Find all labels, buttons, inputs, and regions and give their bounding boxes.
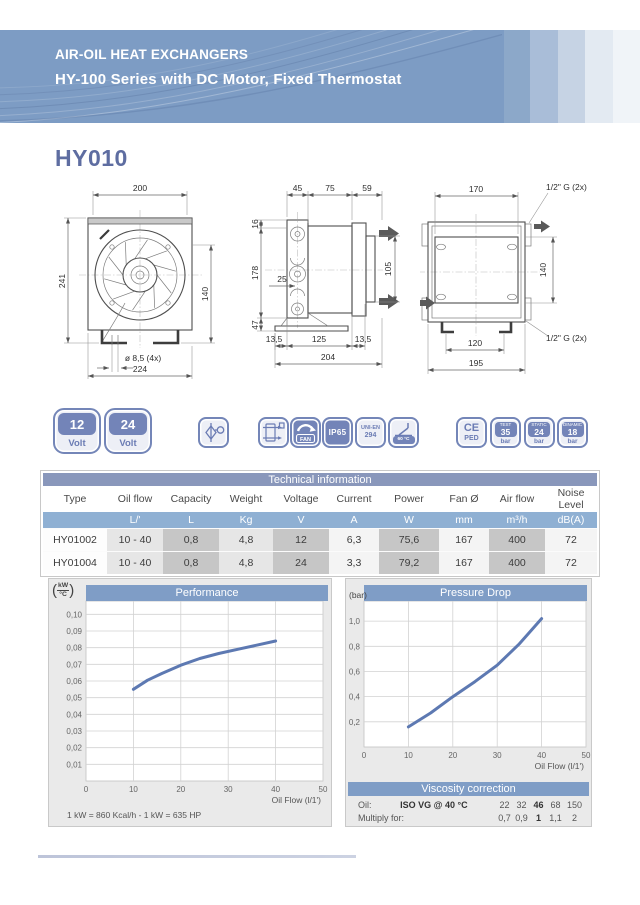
svg-text:50: 50 [318, 785, 328, 794]
dim-label: 75 [325, 183, 335, 193]
table-cell: 400 [489, 529, 545, 552]
badge-24-volt-unit: Volt [119, 438, 137, 449]
svg-text:1,0: 1,0 [348, 617, 360, 627]
badge-bypass-valve [198, 417, 229, 448]
dim-label: 13,5 [354, 334, 372, 344]
col-header: Voltage [273, 486, 329, 512]
dim-label: 125 [311, 334, 327, 344]
badge-thermostat-60c [388, 417, 419, 448]
dim-label: 47 [250, 320, 260, 330]
table-cell: 4,8 [219, 552, 273, 575]
y-unit-numerator: kW [58, 582, 69, 590]
svg-text:0,8: 0,8 [348, 642, 360, 652]
col-header: Fan Ø [439, 486, 489, 512]
svg-text:0,01: 0,01 [66, 760, 82, 770]
factor-values [496, 813, 585, 823]
svg-text:0: 0 [361, 751, 367, 760]
table-cell: HY01004 [43, 552, 107, 575]
y-unit-denominator: °C [59, 591, 67, 598]
svg-text:0,07: 0,07 [66, 660, 82, 670]
banner-background [0, 30, 504, 123]
col-header: Power [379, 486, 439, 512]
table-cell: 0,8 [163, 529, 219, 552]
factor: 0,9 [515, 813, 528, 823]
badge-static-unit: bar [533, 438, 545, 445]
dim-label: 170 [468, 184, 484, 194]
badge-dinamic-unit: bar [567, 438, 578, 445]
pressure-drop-chart [345, 578, 592, 827]
badge-static-line1: STATIC [531, 422, 547, 427]
grade: 22 [499, 800, 510, 810]
grade-values [496, 800, 585, 810]
svg-text:40: 40 [271, 785, 281, 794]
badge-test-line1: TEST [499, 422, 512, 427]
svg-text:10: 10 [403, 751, 413, 760]
table-row [43, 529, 597, 552]
banner-stripe-3 [558, 30, 585, 123]
dim-label: 16 [250, 219, 260, 229]
table-cell: HY01002 [43, 529, 107, 552]
unit-cell [43, 512, 107, 529]
performance-x-label: Oil Flow (l/1') [271, 795, 321, 805]
grade: 150 [566, 800, 583, 810]
banner-stripe-5 [613, 30, 640, 123]
dim-label: 59 [362, 183, 372, 193]
port-label-bottom: 1/2" G (2x) [546, 333, 587, 343]
oil-value: ISO VG @ 40 °C [400, 800, 468, 810]
performance-chart [48, 578, 332, 827]
viscosity-correction-title: Viscosity correction [348, 782, 589, 796]
header-banner [0, 30, 640, 123]
table-cell: 4,8 [219, 529, 273, 552]
col-header: Type [43, 486, 107, 512]
table-cell: 79,2 [379, 552, 439, 575]
table-cell: 72 [545, 552, 597, 575]
badge-12-volt-value: 12 [58, 413, 96, 435]
svg-text:0,02: 0,02 [66, 743, 82, 753]
svg-text:0,05: 0,05 [66, 693, 82, 703]
viscosity-factors-row [358, 813, 585, 823]
unit-cell: V [273, 512, 329, 529]
dim-label: 140 [200, 286, 210, 302]
dim-label: 45 [292, 183, 303, 193]
banner-stripe-1 [504, 30, 530, 123]
unit-cell: Kg [219, 512, 273, 529]
badge-dinamic-18-bar [557, 417, 588, 448]
col-header: Oil flow [107, 486, 163, 512]
unit-cell: W [379, 512, 439, 529]
dim-label: 224 [132, 364, 148, 374]
pressure-drop-chart-title: Pressure Drop [364, 585, 587, 601]
grade: 68 [550, 800, 561, 810]
svg-text:0,6: 0,6 [348, 667, 360, 677]
performance-y-unit [52, 582, 74, 599]
drawing-front-view [55, 178, 245, 393]
dim-label: 200 [132, 183, 148, 193]
col-header: Current [329, 486, 379, 512]
badge-thermostat-label: 60 °C [393, 436, 415, 444]
table-cell: 6,3 [329, 529, 379, 552]
badge-cooler-flow [258, 417, 289, 448]
svg-text:0,09: 0,09 [66, 627, 82, 636]
technical-information-table [43, 486, 597, 574]
unit-cell: dB(A) [545, 512, 597, 529]
dim-label: 13,5 [265, 334, 283, 344]
table-cell: 3,3 [329, 552, 379, 575]
multiply-label: Multiply for: [358, 813, 405, 823]
badge-24-volt-value: 24 [109, 413, 147, 435]
viscosity-grades-row [358, 800, 585, 810]
unit-cell: L [163, 512, 219, 529]
performance-plot [49, 579, 333, 828]
dim-label: 241 [57, 273, 67, 289]
badge-24-volt [104, 408, 152, 454]
grade: 46 [533, 800, 544, 810]
badge-uni-en-line1: UNI-EN [361, 425, 380, 432]
table-row [43, 552, 597, 575]
factor: 1 [535, 813, 541, 823]
badge-12-volt [53, 408, 101, 454]
svg-text:10: 10 [128, 785, 138, 794]
col-header: Weight [219, 486, 273, 512]
pressure-y-unit: (bar) [349, 590, 367, 600]
col-header: Noise Level [545, 486, 597, 512]
footer-divider [38, 855, 356, 858]
performance-chart-title: Performance [86, 585, 328, 601]
svg-text:30: 30 [492, 751, 502, 760]
conversion-note: 1 kW = 860 Kcal/h - 1 kW = 635 HP [67, 810, 202, 820]
badge-ce-ped [456, 417, 487, 448]
bypass-valve-icon [200, 419, 227, 446]
badge-dinamic-value: 18 [567, 426, 578, 437]
factor: 0,7 [498, 813, 511, 823]
dim-label: 204 [320, 352, 336, 362]
dim-label: 178 [250, 265, 260, 281]
badge-test-value: 35 [500, 426, 511, 437]
badge-static-24-bar [524, 417, 555, 448]
banner-text [55, 47, 402, 88]
pressure-x-label: Oil Flow (l/1') [534, 761, 584, 771]
svg-text:20: 20 [176, 785, 186, 794]
svg-text:50: 50 [581, 751, 591, 760]
table-cell: 167 [439, 529, 489, 552]
svg-text:20: 20 [448, 751, 458, 760]
badge-fan-label: FAN [300, 436, 311, 443]
factor: 1,1 [549, 813, 562, 823]
technical-information-section [40, 470, 600, 577]
oil-label: Oil: [358, 800, 372, 810]
table-cell: 24 [273, 552, 329, 575]
paren-open: ( [52, 582, 57, 599]
ce-mark: CE [463, 422, 480, 434]
table-title: Technical information [43, 473, 597, 486]
dim-label: 195 [468, 358, 484, 368]
table-cell: 10 - 40 [107, 552, 163, 575]
dim-label: 105 [383, 261, 393, 277]
unit-cell: A [329, 512, 379, 529]
dim-label: 25 [277, 274, 287, 284]
badge-dinamic-line1: DINAMIC [563, 422, 582, 427]
dim-label: 120 [467, 338, 483, 348]
dim-label: 140 [538, 262, 548, 278]
cooler-flow-icon [260, 419, 287, 446]
svg-text:0,03: 0,03 [66, 727, 82, 736]
badge-12-volt-unit: Volt [68, 438, 86, 449]
svg-text:0: 0 [83, 785, 89, 794]
table-cell: 75,6 [379, 529, 439, 552]
table-cell: 167 [439, 552, 489, 575]
table-cell: 400 [489, 552, 545, 575]
grade: 32 [516, 800, 527, 810]
badge-test-unit: bar [500, 438, 511, 445]
fan-icon [292, 419, 319, 446]
svg-text:0,04: 0,04 [66, 710, 82, 720]
badge-test-35-bar [490, 417, 521, 448]
unit-cell: L/' [107, 512, 163, 529]
drawing-rear-view [420, 178, 605, 393]
badge-static-value: 24 [534, 426, 544, 437]
svg-text:0,4: 0,4 [348, 692, 360, 702]
table-units-row [43, 512, 597, 529]
model-number: HY010 [55, 145, 128, 171]
port-label-top: 1/2" G (2x) [546, 182, 587, 192]
col-header: Air flow [489, 486, 545, 512]
page-subtitle: HY-100 Series with DC Motor, Fixed Thermostat [55, 71, 402, 88]
page-title: AIR-OIL HEAT EXCHANGERS [55, 47, 249, 62]
ped-label: PED [464, 435, 479, 442]
banner-stripe-2 [530, 30, 558, 123]
svg-text:0,08: 0,08 [66, 643, 82, 653]
dim-label: ø 8,5 (4x) [124, 353, 162, 363]
paren-close: ) [69, 582, 75, 599]
svg-text:30: 30 [223, 785, 233, 794]
table-cell: 12 [273, 529, 329, 552]
svg-text:0,2: 0,2 [348, 717, 360, 727]
badge-fan [290, 417, 321, 448]
svg-text:40: 40 [537, 751, 547, 760]
badge-uni-en-line2: 294 [364, 431, 377, 439]
banner-stripe-4 [585, 30, 613, 123]
col-header: Capacity [163, 486, 219, 512]
unit-cell: mm [439, 512, 489, 529]
table-cell: 10 - 40 [107, 529, 163, 552]
factor: 2 [571, 813, 577, 823]
badge-uni-en-294 [355, 417, 386, 448]
table-header-row [43, 486, 597, 512]
badge-ip65-label: IP65 [328, 428, 347, 437]
svg-text:0,10: 0,10 [66, 610, 82, 620]
drawing-side-view [245, 178, 425, 393]
badge-ip65 [322, 417, 353, 448]
svg-text:0,06: 0,06 [66, 677, 82, 686]
table-cell: 0,8 [163, 552, 219, 575]
unit-cell: m³/h [489, 512, 545, 529]
table-cell: 72 [545, 529, 597, 552]
